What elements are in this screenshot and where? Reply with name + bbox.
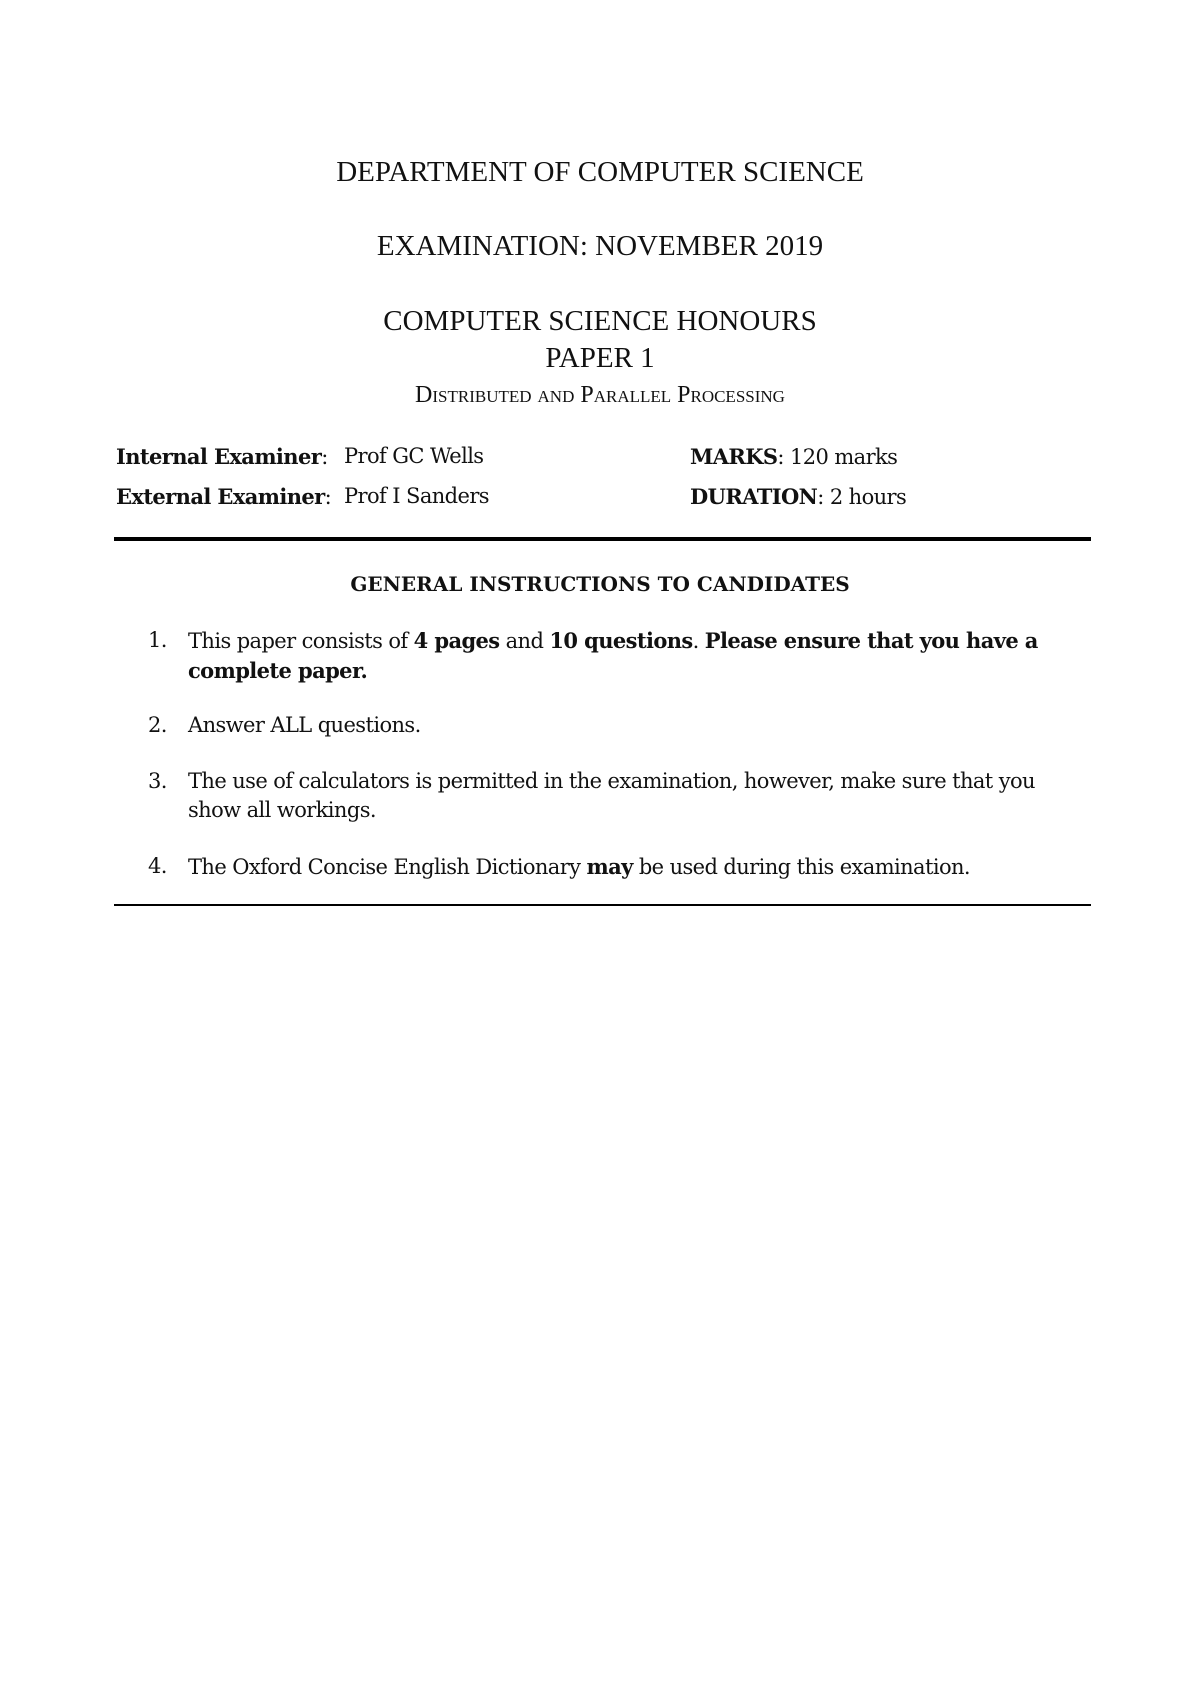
instruction-text: This paper consists of 4 pages and 10 questions. Please ensure that you have a complete paper.	[188, 628, 1038, 683]
marks-label: MARKS: 120 marks	[690, 444, 898, 469]
duration-label: DURATION: 2 hours	[690, 484, 907, 509]
thin-divider	[114, 904, 1091, 906]
marks-value: : 120 marks	[777, 445, 898, 469]
thick-divider	[114, 537, 1091, 541]
instruction-text: The use of calculators is permitted in the examination, however, make sure that you show all workings.	[188, 769, 1035, 822]
instructions-heading: GENERAL INSTRUCTIONS TO CANDIDATES	[350, 572, 850, 596]
course-title: COMPUTER SCIENCE HONOURS	[383, 305, 817, 337]
instruction-text: Answer ALL questions.	[188, 713, 421, 737]
department-title: DEPARTMENT OF COMPUTER SCIENCE	[336, 156, 864, 188]
instruction-number: 2.	[148, 713, 167, 737]
subject-title: Distributed and Parallel Processing	[415, 382, 785, 408]
duration-value: : 2 hours	[817, 485, 907, 509]
instruction-number: 3.	[148, 769, 167, 793]
paper-number: PAPER 1	[545, 342, 655, 374]
instruction-number: 4.	[148, 854, 167, 878]
internal-examiner-label: Internal Examiner:	[116, 444, 328, 469]
instruction-number: 1.	[148, 628, 167, 652]
external-examiner-label: External Examiner:	[116, 484, 332, 509]
internal-examiner-name: Prof GC Wells	[344, 444, 484, 468]
instruction-text: The Oxford Concise English Dictionary may be used during this examination.	[188, 854, 970, 879]
external-examiner-name: Prof I Sanders	[344, 484, 489, 508]
examination-date: EXAMINATION: NOVEMBER 2019	[376, 230, 824, 262]
